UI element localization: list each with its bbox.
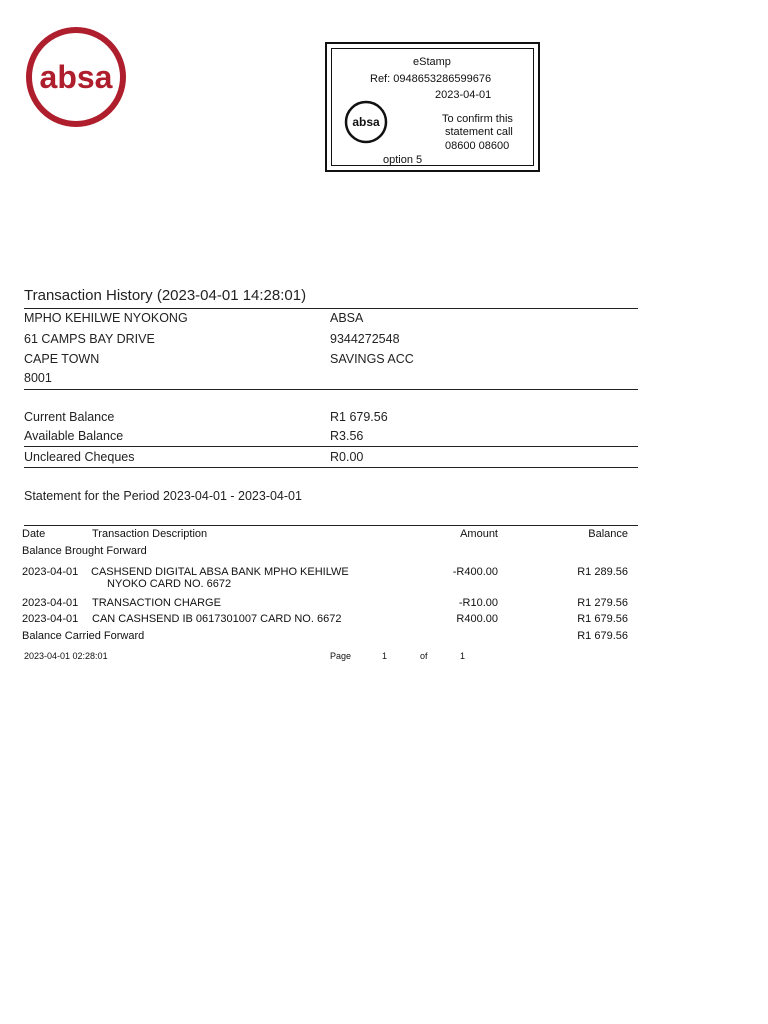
account-number: 9344272548: [330, 332, 400, 346]
estamp-title: eStamp: [413, 56, 451, 68]
row-1-description-cont: NYOKO CARD NO. 6672: [107, 578, 232, 590]
address-line-2: CAPE TOWN: [24, 352, 100, 366]
uncleared-cheques-value: R0.00: [330, 450, 364, 464]
estamp-ref: Ref: 0948653286599676: [370, 73, 492, 85]
row-2-balance: R1 279.56: [577, 597, 628, 609]
estamp-confirm-3: 08600 08600: [445, 140, 510, 152]
balance-carried-forward-label: Balance Carried Forward: [22, 630, 145, 642]
row-3-description: CAN CASHSEND IB 0617301007 CARD NO. 6672: [92, 613, 342, 625]
footer-page-number: 1: [382, 651, 388, 661]
divider: [24, 446, 638, 447]
divider: [24, 389, 638, 390]
row-1-date: 2023-04-01: [22, 566, 79, 578]
col-header-balance: Balance: [588, 528, 628, 540]
row-1-description: CASHSEND DIGITAL ABSA BANK MPHO KEHILWE: [91, 566, 349, 578]
current-balance-label: Current Balance: [24, 410, 115, 424]
available-balance-value: R3.56: [330, 429, 364, 443]
estamp-option: option 5: [383, 154, 423, 166]
estamp-date: 2023-04-01: [435, 89, 492, 101]
postal-code: 8001: [24, 371, 52, 385]
row-2-date: 2023-04-01: [22, 597, 79, 609]
footer-page-label: Page: [330, 651, 352, 661]
col-header-amount: Amount: [460, 528, 498, 540]
estamp-logo-text: absa: [352, 115, 380, 129]
customer-name: MPHO KEHILWE NYOKONG: [24, 311, 188, 325]
available-balance-label: Available Balance: [24, 429, 124, 443]
footer-of-label: of: [420, 651, 428, 661]
table-top-rule: [24, 525, 638, 526]
absa-logo: [24, 25, 128, 129]
page-title: Transaction History (2023-04-01 14:28:01): [24, 287, 307, 304]
estamp-box: [325, 42, 540, 172]
divider: [24, 467, 638, 468]
row-3-date: 2023-04-01: [22, 613, 79, 625]
row-3-balance: R1 679.56: [577, 613, 628, 625]
col-header-description: Transaction Description: [92, 528, 208, 540]
current-balance-value: R1 679.56: [330, 410, 388, 424]
divider: [24, 308, 638, 309]
row-2-description: TRANSACTION CHARGE: [92, 597, 221, 609]
row-2-amount: -R10.00: [458, 597, 498, 609]
balance-carried-forward-value: R1 679.56: [577, 630, 628, 642]
balance-brought-forward: Balance Brought Forward: [22, 545, 147, 557]
row-1-amount: -R400.00: [452, 566, 498, 578]
row-1-balance: R1 289.56: [577, 566, 628, 578]
logo-text: absa: [39, 59, 113, 95]
col-header-date: Date: [22, 528, 46, 540]
statement-period: Statement for the Period 2023-04-01 - 2023-04-01: [24, 489, 302, 503]
estamp-confirm-1: To confirm this: [442, 113, 513, 125]
footer-page-total: 1: [460, 651, 466, 661]
row-3-amount: R400.00: [456, 613, 498, 625]
estamp-confirm-2: statement call: [445, 126, 513, 138]
estamp-absa-logo: [343, 99, 389, 145]
bank-name: ABSA: [330, 311, 364, 325]
address-line-1: 61 CAMPS BAY DRIVE: [24, 332, 155, 346]
footer-timestamp: 2023-04-01 02:28:01: [24, 651, 108, 661]
account-type: SAVINGS ACC: [330, 352, 414, 366]
uncleared-cheques-label: Uncleared Cheques: [24, 450, 135, 464]
